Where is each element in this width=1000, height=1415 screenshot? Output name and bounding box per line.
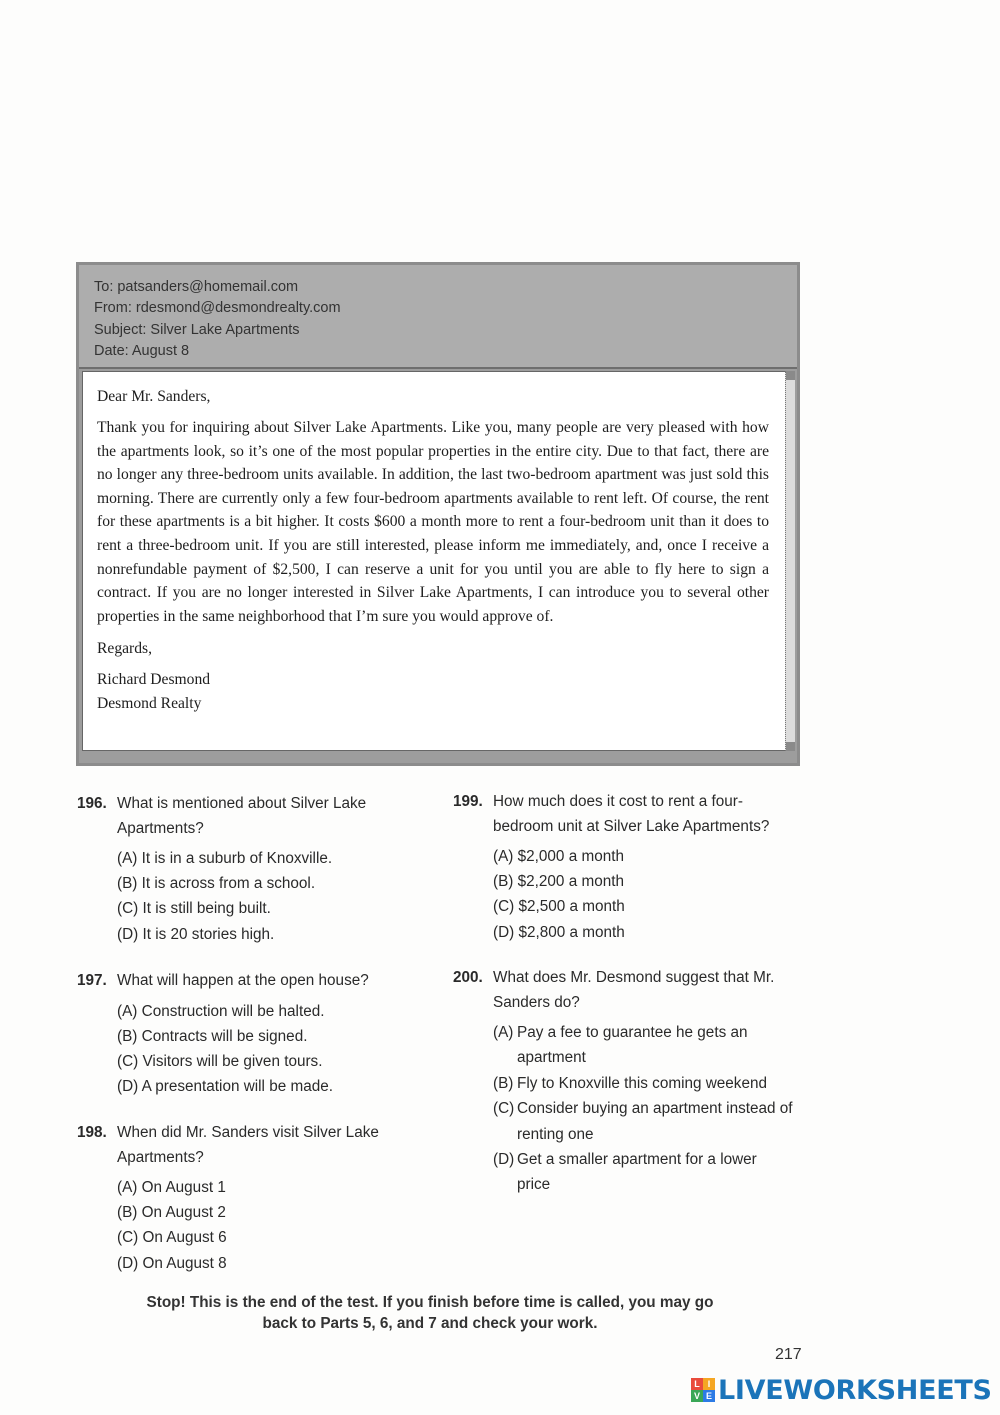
question-text: What is mentioned about Silver Lake Apartments? — [117, 795, 367, 837]
email-signature-company: Desmond Realty — [97, 694, 202, 712]
email-to: To: patsanders@homemail.com — [94, 279, 299, 295]
logo-letter: V — [691, 1390, 703, 1402]
option-letter: (C) — [117, 900, 139, 918]
option-text: $2,200 a month — [517, 873, 624, 891]
option-text: On August 6 — [142, 1229, 227, 1247]
liveworksheets-logo-icon — [691, 1378, 715, 1402]
end-of-test-notice — [100, 1292, 760, 1334]
stop-line-1: Stop! This is the end of the test. If you finish before time is called, you may go — [146, 1294, 714, 1311]
email-salutation: Dear Mr. Sanders, — [97, 388, 211, 405]
email-signature-name: Richard Desmond — [97, 671, 211, 689]
logo-letter: E — [703, 1390, 715, 1402]
option-letter: (A) — [493, 848, 514, 865]
option-letter: (B) — [117, 875, 138, 893]
logo-letter: I — [703, 1378, 715, 1390]
option-letter: (B) — [493, 1074, 514, 1092]
question-197 — [77, 969, 407, 1099]
answer-option[interactable] — [493, 894, 793, 919]
option-letter: (D) — [117, 1078, 139, 1096]
question-number: 197. — [77, 972, 107, 989]
email-window — [76, 262, 800, 766]
option-letter: (C) — [493, 898, 515, 916]
option-letter: (B) — [117, 1204, 138, 1222]
email-closing: Regards, — [97, 640, 152, 658]
answer-option[interactable] — [117, 922, 397, 947]
answer-option[interactable] — [117, 1175, 407, 1200]
option-letter: (D) — [493, 923, 515, 941]
question-text: How much does it cost to rent a four-bedroom unit at Silver Lake Apartments? — [493, 793, 770, 835]
email-subject: Subject: Silver Lake Apartments — [94, 321, 300, 338]
answer-option[interactable] — [117, 1225, 407, 1250]
answer-option[interactable] — [117, 999, 407, 1024]
option-text: It is still being built. — [142, 900, 271, 918]
option-letter: (B) — [493, 873, 514, 891]
option-text: $2,800 a month — [518, 923, 625, 941]
answer-option[interactable] — [493, 1096, 793, 1147]
stop-line-2: back to Parts 5, 6, and 7 and check your work. — [262, 1315, 598, 1332]
option-letter: (C) — [117, 1229, 139, 1247]
option-letter: (D) — [493, 1151, 515, 1169]
question-198 — [77, 1121, 407, 1276]
option-text: A presentation will be made. — [141, 1078, 333, 1096]
answer-option[interactable] — [117, 871, 397, 896]
option-text: $2,000 a month — [517, 848, 624, 865]
question-number: 196. — [77, 795, 107, 812]
scroll-down-arrow-icon[interactable] — [786, 742, 795, 751]
answer-option[interactable] — [117, 1074, 407, 1099]
answer-option[interactable] — [493, 869, 793, 894]
answer-option[interactable] — [493, 1147, 793, 1198]
option-text: Pay a fee to guarantee he gets an apartment — [517, 1024, 748, 1067]
brand-name: LIVEWORKSHEETS — [718, 1374, 992, 1406]
option-text: Visitors will be given tours. — [142, 1052, 323, 1070]
answer-option[interactable] — [493, 1071, 793, 1096]
option-text: Consider buying an apartment instead of renting one — [517, 1100, 793, 1143]
email-scrollbar[interactable] — [785, 371, 795, 751]
option-text: Fly to Knoxville this coming weekend — [517, 1074, 767, 1092]
answer-option[interactable] — [117, 1049, 407, 1074]
answer-option[interactable] — [117, 896, 397, 921]
answer-option[interactable] — [493, 1020, 793, 1071]
option-text: Get a smaller apartment for a lower price — [517, 1151, 757, 1194]
answer-option[interactable] — [117, 846, 397, 871]
question-text: What will happen at the open house? — [117, 972, 369, 989]
page-number: 217 — [775, 1346, 802, 1363]
option-letter: (C) — [493, 1100, 515, 1118]
answer-option[interactable] — [117, 1200, 407, 1225]
option-text: It is across from a school. — [141, 875, 316, 893]
option-letter: (C) — [117, 1052, 139, 1070]
answer-option[interactable] — [493, 920, 793, 945]
email-date: Date: August 8 — [94, 342, 190, 359]
option-text: On August 2 — [141, 1204, 226, 1222]
question-200 — [453, 966, 798, 1198]
logo-letter: L — [691, 1378, 703, 1390]
option-text: On August 8 — [142, 1254, 227, 1272]
question-number: 200. — [453, 969, 483, 986]
option-letter: (A) — [117, 1002, 138, 1020]
scroll-up-arrow-icon[interactable] — [786, 371, 795, 380]
option-letter: (A) — [117, 850, 138, 867]
answer-option[interactable] — [493, 844, 793, 869]
question-number: 198. — [77, 1124, 107, 1141]
option-letter: (D) — [117, 1254, 139, 1272]
option-text: $2,500 a month — [518, 898, 625, 916]
option-letter: (D) — [117, 925, 139, 943]
question-text: What does Mr. Desmond suggest that Mr. Sanders do? — [493, 969, 775, 1011]
answer-option[interactable] — [117, 1251, 407, 1276]
question-number: 199. — [453, 793, 483, 810]
question-196 — [77, 792, 397, 947]
option-letter: (A) — [493, 1024, 514, 1041]
email-from: From: rdesmond@desmondrealty.com — [94, 300, 341, 317]
option-text: Contracts will be signed. — [141, 1027, 308, 1045]
option-letter: (A) — [117, 1179, 138, 1196]
liveworksheets-logo[interactable] — [691, 1372, 992, 1408]
question-199 — [453, 790, 793, 945]
option-letter: (B) — [117, 1027, 138, 1045]
answer-option[interactable] — [117, 1024, 407, 1049]
question-text: When did Mr. Sanders visit Silver Lake Apartments? — [117, 1124, 379, 1166]
option-text: It is in a suburb of Knoxville. — [141, 850, 333, 867]
email-header — [79, 265, 797, 369]
option-text: On August 1 — [141, 1179, 226, 1196]
option-text: Construction will be halted. — [141, 1002, 325, 1020]
email-body — [82, 371, 788, 751]
option-text: It is 20 stories high. — [142, 925, 275, 943]
email-body-text: Thank you for inquiring about Silver Lake Apartments. Like you, many people are very pleased with how the apartments look, so it’s one of the most popular properties in the entire city. Due to that fact, there are no longer any three-bedroom units available. In addition, the last two-bedroom apartment was just sold this morning. There are currently only a few four-bedroom apartments available to rent left. Of course, the rent for these apartments is a bit higher. It costs $600 a month more to rent a four-bedroom unit than it does to rent a three-bedroom unit. If you are still interested, please inform me immediately, and, once I receive a nonrefundable payment of $2,500, I can reserve a unit for you until you are able to fly here to sign a contract. If you are no longer interested in Silver Lake Apartments, I can introduce you to several other properties in the same neighborhood that I’m sure you would approve of. — [97, 419, 769, 625]
